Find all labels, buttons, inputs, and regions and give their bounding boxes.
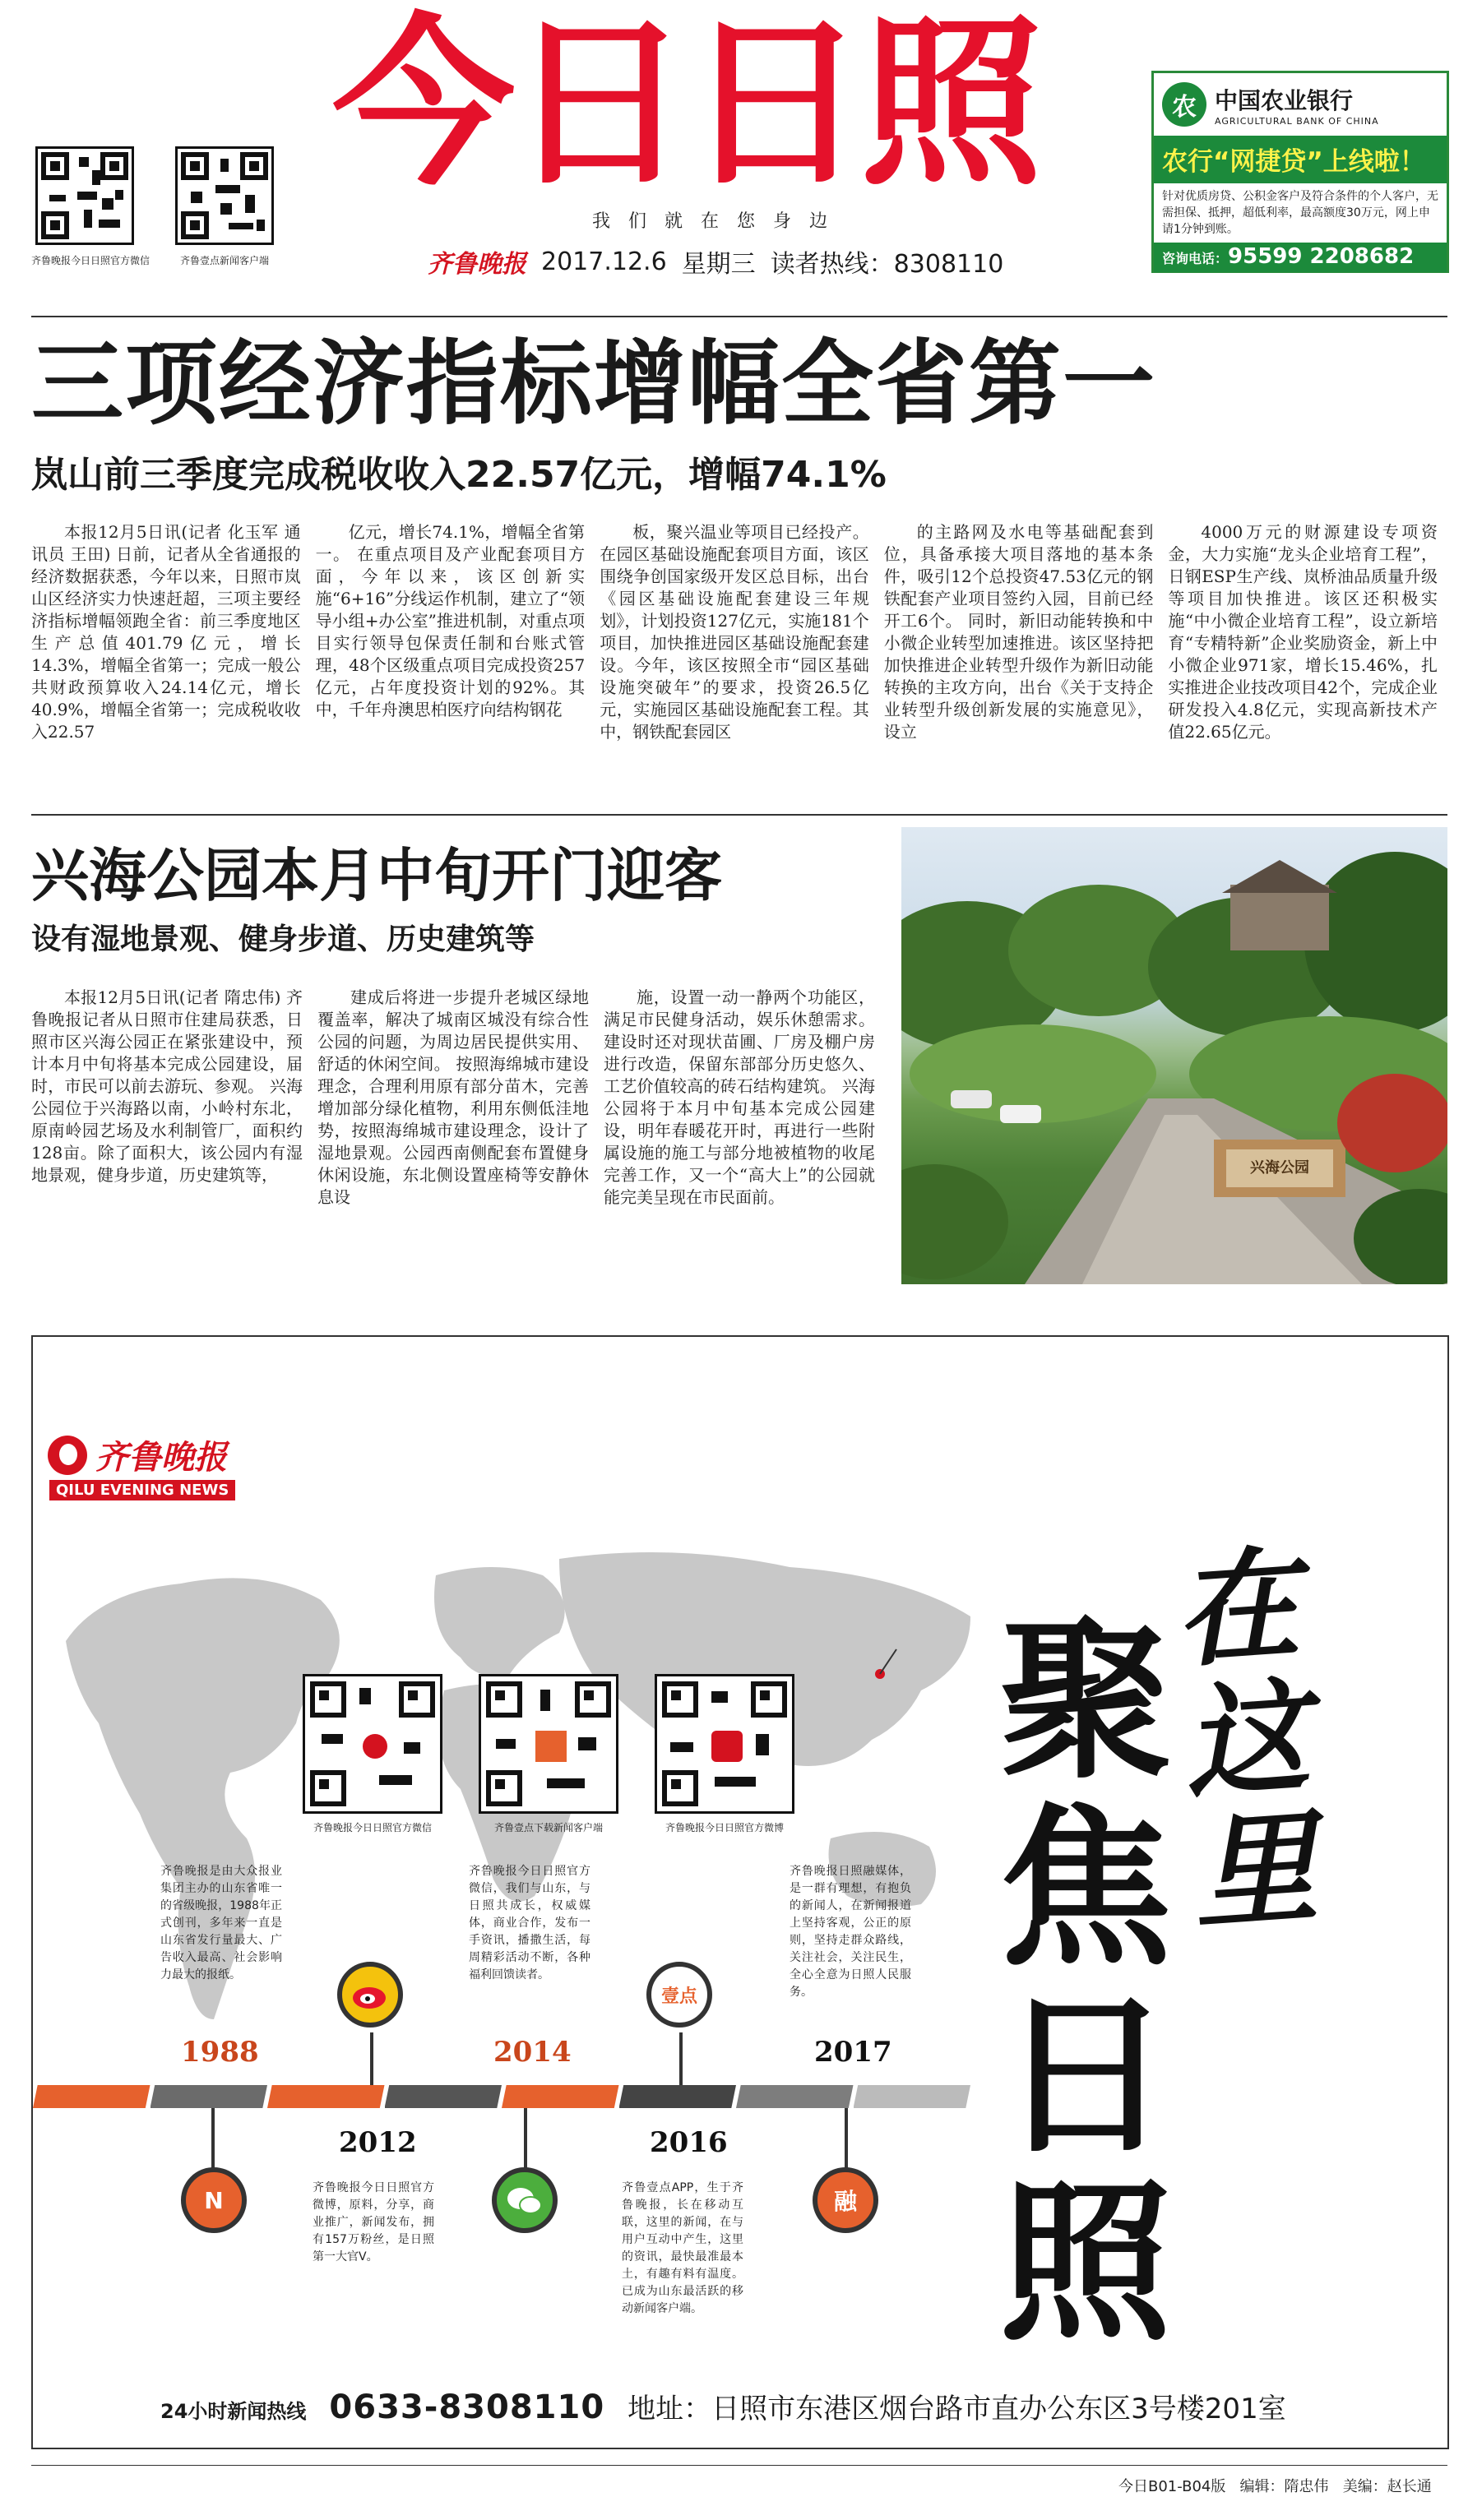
divider [31, 316, 1447, 317]
timeline-segment [267, 2085, 385, 2108]
abc-bank-logo-icon: 农 [1162, 82, 1206, 127]
weibo-glyph-icon [350, 1978, 391, 2011]
park-sign: 兴海公园 [1250, 1159, 1309, 1177]
qr-code-icon[interactable] [655, 1674, 794, 1814]
timeline-pin-stem [370, 2032, 373, 2085]
timeline-text-1988: 齐鲁晚报是由大众报业集团主办的山东省唯一的省级晚报，1988年正式创刊，多年来一直是山东省发行量最大、广告收入最高、社会影响力最大的报纸。 [160, 1865, 282, 1981]
article1-column [600, 521, 869, 793]
timeline-segment [385, 2085, 502, 2108]
article1-column [316, 521, 586, 793]
timeline-segment [619, 2085, 737, 2108]
article2-subhead: 设有湿地景观、健身步道、历史建筑等 [31, 922, 535, 956]
timeline-segment [33, 2085, 151, 2108]
article1-body [31, 521, 1438, 793]
focus-rizhao-vertical-text: 聚焦日照 [998, 1601, 1172, 2365]
timeline-pin-stem [679, 2032, 683, 2085]
article-paragraph: 建成后将进一步提升老城区绿地覆盖率，解决了城南区城没有综合性公园的问题，为周边居民提供实用、舒适的休闲空间。 按照海绵城市建设理念，合理利用原有部分苗木，完善增加部分绿化植物，利用东侧低洼地势，按照海绵城市建设理念，设计了湿地景观。公园西南侧配套布置健身休闲设施，东北侧设置座椅等安静休息设 [317, 987, 589, 1207]
timeline-text-2017: 齐鲁晚报日照融媒体，是一群有理想，有抱负的新闻人，在新闻报道上坚持客观，公正的原则，坚持走群众路线，关注社会，关注民生，全心全意为日照人民服务。 [790, 1865, 911, 1999]
weibo-icon [337, 1962, 403, 2028]
qr-card-wechat[interactable] [31, 146, 151, 267]
article2-column [317, 987, 589, 1291]
timeline-year-2016: 2016 [650, 2126, 728, 2159]
promo-section [31, 1335, 1449, 2449]
ad-description: 针对优质房贷、公积金客户及符合条件的个人客户，无需担保、抵押，超低利率，最高额度30万元，网上申请1分钟到账。 [1162, 190, 1438, 236]
qilu-logo [48, 1431, 227, 1478]
footer-designer: 美编：赵长通 [1342, 2478, 1432, 2495]
issue-date: 2017.12.6 [541, 247, 667, 276]
timeline-text-2012: 齐鲁晚报今日日照官方微博，原料，分享，商业推广，新闻发布，拥有157万粉丝，是日照第一大官V。 [313, 2181, 434, 2263]
timeline-pin-stem [211, 2108, 215, 2174]
article-paragraph: 的主路网及水电等基础配套到位，具备承接大项目落地的基本条件，吸引12个总投资47.53亿元的钢铁配套产业项目签约入园，目前已经开工6个。 同时，新旧动能转换和中小微企业转型加速推进。该区坚持把加快推进企业转型升级作为新旧动能转换的主攻方向，出台《关于支持企业转型升级创新发展的实施意见》，设立 [883, 522, 1154, 742]
rong-media-icon [813, 2167, 878, 2233]
masthead-qr-group [31, 146, 278, 267]
article1-headline: 三项经济指标增幅全省第一 [31, 331, 1156, 437]
qr-caption: 齐鲁晚报今日日照官方微博 [665, 1822, 784, 1833]
pin-label: N [204, 2186, 224, 2214]
qr-caption: 齐鲁壹点下载新闻客户端 [493, 1822, 603, 1833]
qr-card-app[interactable] [171, 146, 278, 267]
footer-editor: 编辑：隋忠伟 [1239, 2478, 1329, 2495]
article2-headline: 兴海公园本月中旬开门迎客 [31, 842, 722, 909]
promo-qr-app[interactable] [470, 1674, 627, 1834]
calligraphy-zai-zhe-li: 在这里 [1169, 1532, 1322, 1948]
qilu-logo-icon [48, 1436, 87, 1475]
ad-phone-label: 咨询电话： [1162, 251, 1229, 266]
masthead-slogan: 我们就在您身边 [592, 211, 846, 232]
masthead-date-row [428, 243, 1003, 280]
issue-weekday: 星期三 [681, 250, 756, 279]
article-paragraph: 4000万元的财源建设专项资金，大力实施“龙头企业培育工程”，日钢ESP生产线、岚桥油品质量升级等项目加快推进。该区还积极实施“中小微企业培育工程”，设立新培育“专精特新”企业奖励资金，新上中小微企业971家，增长15.46%，扎实推进企业技改项目42个，完成企业研发投入4.8亿元，实现高新技术产值22.65亿元。 [1168, 522, 1438, 742]
article1-column [1168, 521, 1438, 793]
ad-header [1154, 73, 1447, 136]
reader-hotline: 读者热线：8308110 [770, 250, 1004, 279]
promo-qr-wechat[interactable] [294, 1674, 451, 1834]
timeline-segment [151, 2085, 268, 2108]
qr-code-icon[interactable] [303, 1674, 442, 1814]
park-rendering-photo [901, 827, 1447, 1284]
yidian-app-icon [646, 1962, 712, 2028]
timeline-segment [854, 2085, 971, 2108]
divider [31, 2465, 1447, 2466]
article-paragraph: 本报12月5日讯(记者 隋忠伟) 齐鲁晚报记者从日照市住建局获悉，日照市区兴海公园正在紧张建设中，预计本月中旬将基本完成公园建设，届时，市民可以前去游玩、参观。 兴海公园位于兴海路以南，小岭村东北，原南岭园艺场及水利制管厂，面积约128亩。除了面积大，该公园内有湿地景观，健身步道，历史建筑等， [31, 987, 303, 1185]
timeline-text-2016: 齐鲁壹点APP，生于齐鲁晚报，长在移动互联，这里的新闻，在与用户互动中产生，这里的资讯，最快最准最本土，有趣有料有温度。已成为山东最活跃的移动新闻客户端。 [622, 2181, 743, 2315]
article-paragraph: 本报12月5日讯(记者 化玉军 通讯员 王田) 日前，记者从全省通报的经济数据获悉，今年以来，日照市岚山区经济实力快速赶超，三项主要经济指标增幅领跑全省：前三季度地区生产总值401.79亿元，增长14.3%，增幅全省第一；完成一般公共财政预算收入24.14亿元，增长40.9%，增幅全省第一；完成税收收入22.57 [31, 522, 301, 742]
article2-body [31, 987, 878, 1291]
n-logo-icon [181, 2167, 247, 2233]
article1-column [884, 521, 1154, 793]
timeline-year-1988: 1988 [181, 2036, 259, 2069]
ad-banner: 农行“网捷贷”上线啦！ [1154, 136, 1447, 183]
masthead-title: 今日日照 [332, 0, 1036, 210]
timeline-segment [736, 2085, 854, 2108]
park-illustration [901, 827, 1447, 1284]
qilu-logo-text: 齐鲁晚报 [95, 1438, 227, 1477]
timeline-pin-stem [845, 2108, 848, 2174]
pin-label: 融 [833, 2188, 857, 2215]
timeline-bar [33, 2085, 970, 2108]
wechat-icon [492, 2167, 558, 2233]
article2-column [604, 987, 875, 1291]
news-hotline-row [160, 2386, 1286, 2426]
wechat-glyph-icon [504, 2184, 545, 2217]
footer-edition: 今日B01-B04版 [1118, 2478, 1226, 2495]
article2-column [31, 987, 303, 1291]
abc-advertisement[interactable] [1151, 71, 1449, 273]
hotline-number[interactable]: 0633-8308110 [329, 2388, 605, 2426]
article-paragraph: 亿元，增长74.1%，增幅全省第一。 在重点项目及产业配套项目方面，今年以来，该区创新实施“6+16”分线运作机制，建立了“领导小组+办公室”推进机制，对重点项目实行领导包保责任制和台账式管理，48个区级重点项目完成投资257亿元，占年度投资计划的92%。其中，千年舟澳思柏医疗向结构钢花 [315, 522, 586, 719]
qr-code-icon[interactable] [175, 146, 274, 245]
qr-caption: 齐鲁晚报今日日照官方微信 [31, 255, 151, 266]
page-footer [1118, 2475, 1432, 2496]
article1-subhead: 岚山前三季度完成税收收入22.57亿元，增幅74.1% [31, 454, 887, 496]
ad-phone [1154, 243, 1447, 272]
timeline-segment [502, 2085, 619, 2108]
ad-bank-name-en: AGRICULTURAL BANK OF CHINA [1215, 115, 1379, 127]
timeline-year-2017: 2017 [814, 2036, 892, 2069]
article1-column [31, 521, 301, 793]
timeline-year-2014: 2014 [493, 2036, 572, 2069]
promo-qr-weibo[interactable] [646, 1674, 803, 1834]
timeline-pin-stem [524, 2108, 527, 2174]
hotline-label: 24小时新闻热线 [160, 2400, 307, 2423]
ad-phone-number: 95599 2208682 [1228, 244, 1415, 269]
article-paragraph: 板，聚兴温业等项目已经投产。 在园区基础设施配套项目方面，该区围绕争创国家级开发区总目标，出台《园区基础设施配套建设三年规划》，计划投资127亿元，实施181个项目，加快推进园区基础设施配套建设。今年，该区按照全市“园区基础设施突破年”的要求，投资26.5亿元，实施园区基础设施配套工程。其中，钢铁配套园区 [600, 522, 869, 742]
qr-code-icon[interactable] [35, 146, 134, 245]
qr-caption: 齐鲁壹点新闻客户端 [179, 255, 269, 266]
ad-bank-name: 中国农业银行 [1215, 86, 1354, 114]
qr-code-icon[interactable] [479, 1674, 618, 1814]
article-paragraph: 施，设置一动一静两个功能区，满足市民健身活动，娱乐休憩需求。建设时还对现状苗圃、厂房及棚户房进行改造，保留东部部分历史悠久、工艺价值较高的砖石结构建筑。 兴海公园将于本月中旬基本完成公园建设，明年春暖花开时，再进行一些附属设施的施工与部分地被植物的收尾完善工作，又一个“高大上”的公园就能完美呈现在市民面前。 [604, 987, 875, 1207]
qilu-logo-en: QILU EVENING NEWS [49, 1480, 235, 1500]
timeline-text-2014: 齐鲁晚报今日日照官方微信，我们与山东，与日照共成长，权威媒体，商业合作，发布一手资讯，播撒生活，每周精彩活动不断，各种福利回馈读者。 [469, 1865, 590, 1981]
timeline-year-2012: 2012 [339, 2126, 417, 2159]
qr-caption: 齐鲁晚报今日日照官方微信 [313, 1822, 432, 1833]
pin-label: 壹点 [660, 1986, 697, 2007]
qilu-evening-news-logo: 齐鲁晚报 [428, 250, 526, 279]
office-address: 地址：日照市东港区烟台路市直办公东区3号楼201室 [627, 2393, 1286, 2425]
divider [31, 814, 1447, 816]
